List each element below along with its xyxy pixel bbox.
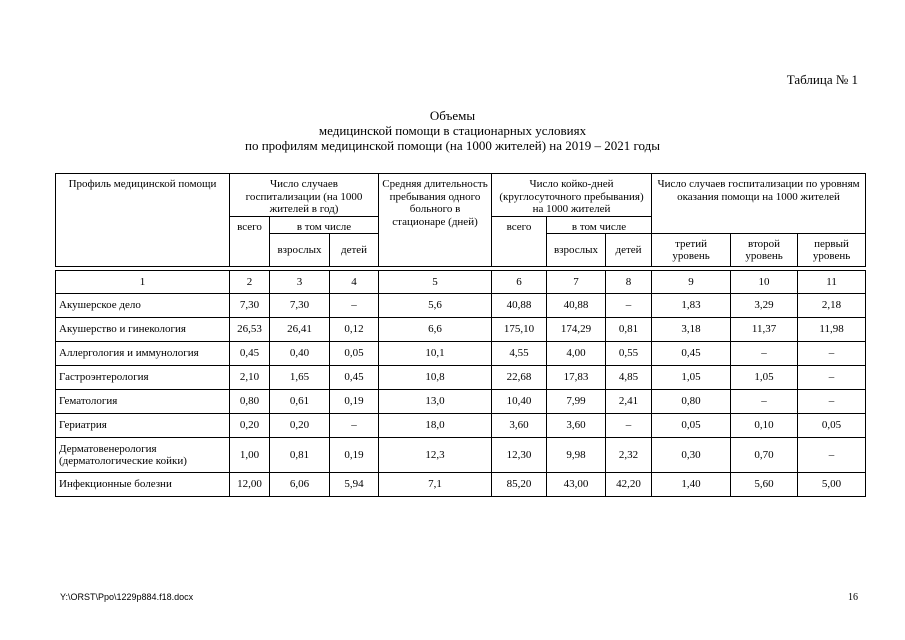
- col-number: 7: [547, 271, 606, 294]
- table-row: [56, 318, 866, 342]
- document-title: [0, 108, 905, 153]
- header-beds-including: в том числе: [547, 216, 652, 234]
- value-cell: 174,29: [547, 318, 606, 342]
- title-line-3: по профилям медицинской помощи (на 1000 жителей) на 2019 – 2021 годы: [245, 138, 660, 153]
- value-cell: –: [606, 294, 652, 318]
- value-cell: 0,19: [330, 438, 379, 473]
- col-number: 11: [798, 271, 866, 294]
- profile-name: Акушерское дело: [56, 294, 230, 318]
- value-cell: 3,29: [731, 294, 798, 318]
- value-cell: 7,99: [547, 390, 606, 414]
- header-level-2: второй уровень: [731, 234, 798, 267]
- col-number: 9: [652, 271, 731, 294]
- medical-care-volume-table: [55, 173, 866, 497]
- value-cell: 12,30: [492, 438, 547, 473]
- col-number: 2: [230, 271, 270, 294]
- value-cell: 4,55: [492, 342, 547, 366]
- value-cell: 0,61: [270, 390, 330, 414]
- value-cell: 1,05: [731, 366, 798, 390]
- value-cell: –: [330, 294, 379, 318]
- value-cell: 0,10: [731, 414, 798, 438]
- value-cell: –: [798, 366, 866, 390]
- value-cell: 0,55: [606, 342, 652, 366]
- value-cell: 3,18: [652, 318, 731, 342]
- value-cell: 7,30: [270, 294, 330, 318]
- value-cell: 0,05: [330, 342, 379, 366]
- header-level-1: первый уровень: [798, 234, 866, 267]
- value-cell: 4,85: [606, 366, 652, 390]
- value-cell: 6,06: [270, 473, 330, 497]
- value-cell: 0,05: [652, 414, 731, 438]
- value-cell: 12,3: [379, 438, 492, 473]
- value-cell: 9,98: [547, 438, 606, 473]
- value-cell: 1,65: [270, 366, 330, 390]
- value-cell: 6,6: [379, 318, 492, 342]
- value-cell: 7,1: [379, 473, 492, 497]
- col-number: 4: [330, 271, 379, 294]
- value-cell: 2,10: [230, 366, 270, 390]
- table-row: [56, 366, 866, 390]
- header-beds-total: всего: [492, 216, 547, 267]
- value-cell: 0,80: [652, 390, 731, 414]
- value-cell: 17,83: [547, 366, 606, 390]
- value-cell: 22,68: [492, 366, 547, 390]
- profile-name: Дерматовенерология (дерматологические койки): [56, 438, 230, 473]
- header-level-3: третий уровень: [652, 234, 731, 267]
- profile-name: Акушерство и гинекология: [56, 318, 230, 342]
- value-cell: 11,37: [731, 318, 798, 342]
- col-number: 8: [606, 271, 652, 294]
- value-cell: 0,80: [230, 390, 270, 414]
- header-beds-adults: взрослых: [547, 234, 606, 267]
- value-cell: 11,98: [798, 318, 866, 342]
- table-row: [56, 438, 866, 473]
- value-cell: –: [798, 390, 866, 414]
- table-number-label: Таблица № 1: [786, 72, 858, 87]
- value-cell: 0,81: [270, 438, 330, 473]
- value-cell: 12,00: [230, 473, 270, 497]
- col-number: 10: [731, 271, 798, 294]
- header-hosp-children: детей: [330, 234, 379, 267]
- title-line-2: медицинской помощи в стационарных условиях: [318, 123, 587, 138]
- col-number: 5: [379, 271, 492, 294]
- table-row: [56, 390, 866, 414]
- header-avg-duration: Средняя длительность пребывания одного больного в стационаре (дней): [379, 174, 492, 267]
- col-number: 3: [270, 271, 330, 294]
- value-cell: 5,60: [731, 473, 798, 497]
- value-cell: 43,00: [547, 473, 606, 497]
- table-row: [56, 294, 866, 318]
- col-number: 1: [56, 271, 230, 294]
- value-cell: –: [330, 414, 379, 438]
- value-cell: 40,88: [492, 294, 547, 318]
- value-cell: 0,81: [606, 318, 652, 342]
- value-cell: 85,20: [492, 473, 547, 497]
- profile-name: Гериатрия: [56, 414, 230, 438]
- value-cell: –: [606, 414, 652, 438]
- value-cell: 7,30: [230, 294, 270, 318]
- value-cell: 3,60: [547, 414, 606, 438]
- title-line-1: Объемы: [429, 108, 476, 123]
- header-hosp-cases: Число случаев госпитализации (на 1000 жителей в год): [230, 174, 379, 217]
- value-cell: 5,94: [330, 473, 379, 497]
- header-hosp-total: всего: [230, 216, 270, 267]
- value-cell: 42,20: [606, 473, 652, 497]
- value-cell: 1,40: [652, 473, 731, 497]
- col-number: 6: [492, 271, 547, 294]
- value-cell: 2,18: [798, 294, 866, 318]
- profile-name: Гастроэнтерология: [56, 366, 230, 390]
- value-cell: –: [731, 342, 798, 366]
- value-cell: 18,0: [379, 414, 492, 438]
- value-cell: 2,32: [606, 438, 652, 473]
- value-cell: –: [731, 390, 798, 414]
- value-cell: 0,20: [230, 414, 270, 438]
- value-cell: 3,60: [492, 414, 547, 438]
- header-hosp-levels: Число случаев госпитализации по уровням оказания помощи на 1000 жителей: [652, 174, 866, 234]
- table-body: [56, 294, 866, 497]
- value-cell: 0,45: [230, 342, 270, 366]
- header-profile: Профиль медицинской помощи: [56, 174, 230, 267]
- value-cell: 0,20: [270, 414, 330, 438]
- value-cell: 0,70: [731, 438, 798, 473]
- value-cell: 10,8: [379, 366, 492, 390]
- value-cell: 13,0: [379, 390, 492, 414]
- value-cell: 2,41: [606, 390, 652, 414]
- value-cell: 40,88: [547, 294, 606, 318]
- file-path: Y:\ORST\Ppo\1229p884.f18.docx: [60, 592, 194, 602]
- value-cell: 10,1: [379, 342, 492, 366]
- page-number: 16: [848, 592, 858, 603]
- value-cell: 26,53: [230, 318, 270, 342]
- value-cell: –: [798, 342, 866, 366]
- value-cell: 0,19: [330, 390, 379, 414]
- header-hosp-adults: взрослых: [270, 234, 330, 267]
- header-beds-children: детей: [606, 234, 652, 267]
- value-cell: 5,6: [379, 294, 492, 318]
- header-bed-days: Число койко-дней (круглосуточного пребывания) на 1000 жителей: [492, 174, 652, 217]
- value-cell: 175,10: [492, 318, 547, 342]
- value-cell: 0,40: [270, 342, 330, 366]
- value-cell: 26,41: [270, 318, 330, 342]
- table-row: [56, 342, 866, 366]
- value-cell: 0,12: [330, 318, 379, 342]
- value-cell: 0,05: [798, 414, 866, 438]
- profile-name: Гематология: [56, 390, 230, 414]
- value-cell: 0,45: [330, 366, 379, 390]
- value-cell: 1,00: [230, 438, 270, 473]
- value-cell: 4,00: [547, 342, 606, 366]
- profile-name: Аллергология и иммунология: [56, 342, 230, 366]
- profile-name: Инфекционные болезни: [56, 473, 230, 497]
- header-hosp-including: в том числе: [270, 216, 379, 234]
- value-cell: 0,30: [652, 438, 731, 473]
- value-cell: 0,45: [652, 342, 731, 366]
- value-cell: 5,00: [798, 473, 866, 497]
- value-cell: –: [798, 438, 866, 473]
- value-cell: 10,40: [492, 390, 547, 414]
- value-cell: 1,83: [652, 294, 731, 318]
- value-cell: 1,05: [652, 366, 731, 390]
- table-row: [56, 473, 866, 497]
- table-row: [56, 414, 866, 438]
